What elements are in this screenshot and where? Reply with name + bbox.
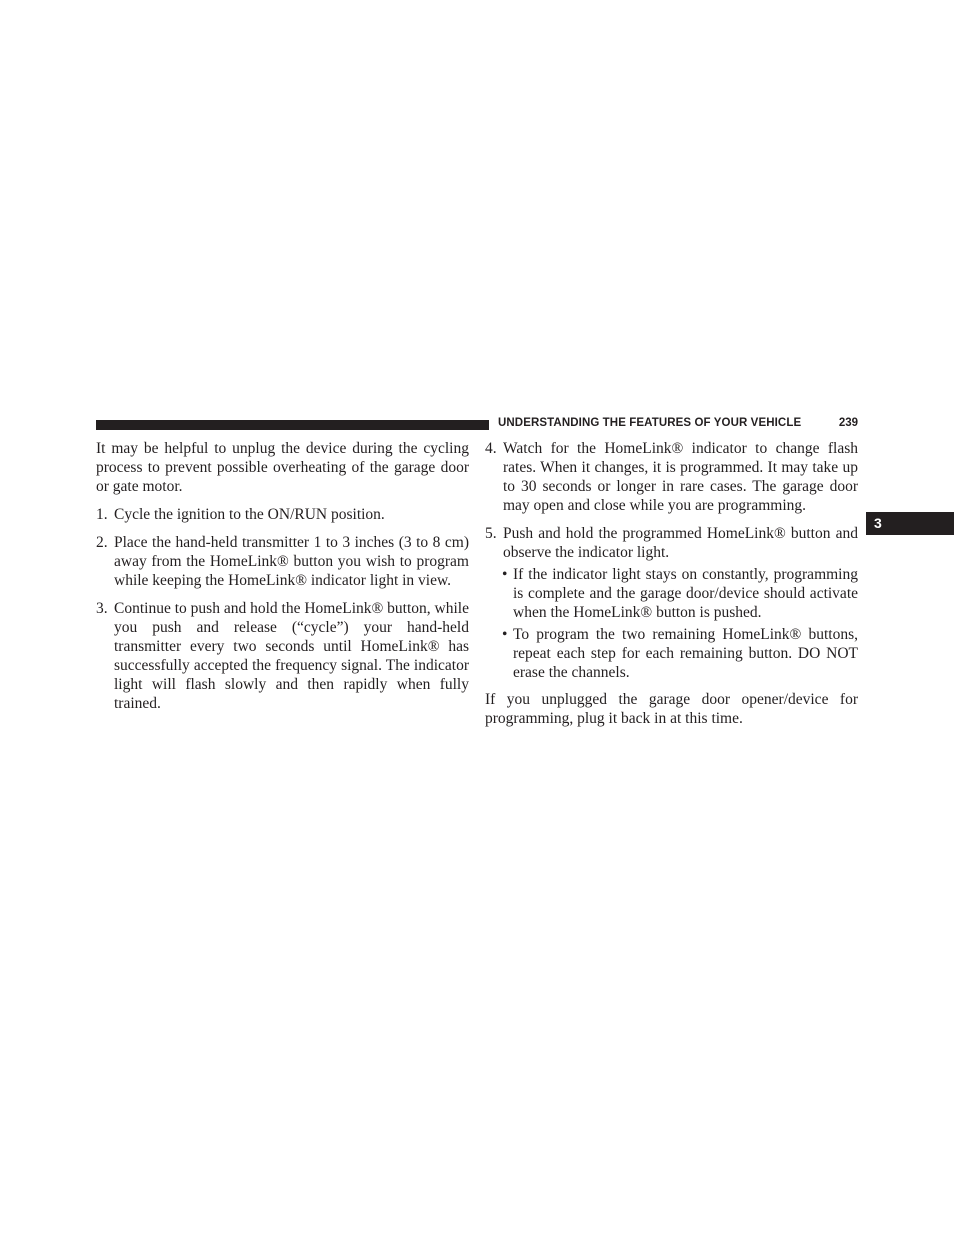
right-column (485, 439, 858, 728)
step-number: 5. (485, 525, 497, 542)
step-item (96, 599, 469, 713)
left-column (96, 439, 469, 722)
bullet-text: To program the two remaining HomeLink® buttons, repeat each step for each remaining button. DO NOT erase the channels. (513, 626, 858, 681)
bullet-symbol: • (502, 566, 508, 583)
step-text: Push and hold the programmed HomeLink® button and observe the indicator light. (503, 525, 858, 561)
page-number: 239 (838, 417, 858, 429)
bullet-item (485, 565, 858, 622)
step-number: 2. (96, 534, 108, 551)
step-item (96, 533, 469, 590)
closing-paragraph: If you unplugged the garage door opener/device for programming, plug it back in at this time. (485, 691, 858, 727)
chapter-tab (866, 512, 954, 535)
step-text: Continue to push and hold the HomeLink® button, while you push and release (“cycle”) your hand-held transmitter every two seconds until HomeLink® has successfully accepted the frequency signal. The indicator light will flash slowly and then rapidly when fully trained. (114, 600, 469, 712)
step-text: Watch for the HomeLink® indicator to change flash rates. When it changes, it is programmed. It may take up to 30 seconds or longer in rare cases. The garage door may open and close while you are programming. (503, 440, 858, 514)
step-number: 3. (96, 600, 108, 617)
step-item (485, 439, 858, 515)
bullet-symbol: • (502, 626, 508, 643)
bullet-text: If the indicator light stays on constantly, programming is complete and the garage door/device should activate when the HomeLink® button is pushed. (513, 566, 858, 621)
chapter-tab-label: 3 (874, 515, 882, 531)
step-item (96, 505, 469, 524)
intro-paragraph: It may be helpful to unplug the device during the cycling process to prevent possible overheating of the garage door or gate motor. (96, 440, 469, 495)
step-number: 1. (96, 506, 108, 523)
header-rule (96, 420, 489, 430)
section-title: UNDERSTANDING THE FEATURES OF YOUR VEHICLE (498, 417, 802, 429)
step-item (485, 524, 858, 562)
bullet-item (485, 625, 858, 682)
step-text: Place the hand-held transmitter 1 to 3 inches (3 to 8 cm) away from the HomeLink® button you wish to program while keeping the HomeLink® indicator light in view. (114, 534, 469, 589)
step-text: Cycle the ignition to the ON/RUN position. (114, 506, 385, 523)
step-number: 4. (485, 440, 497, 457)
